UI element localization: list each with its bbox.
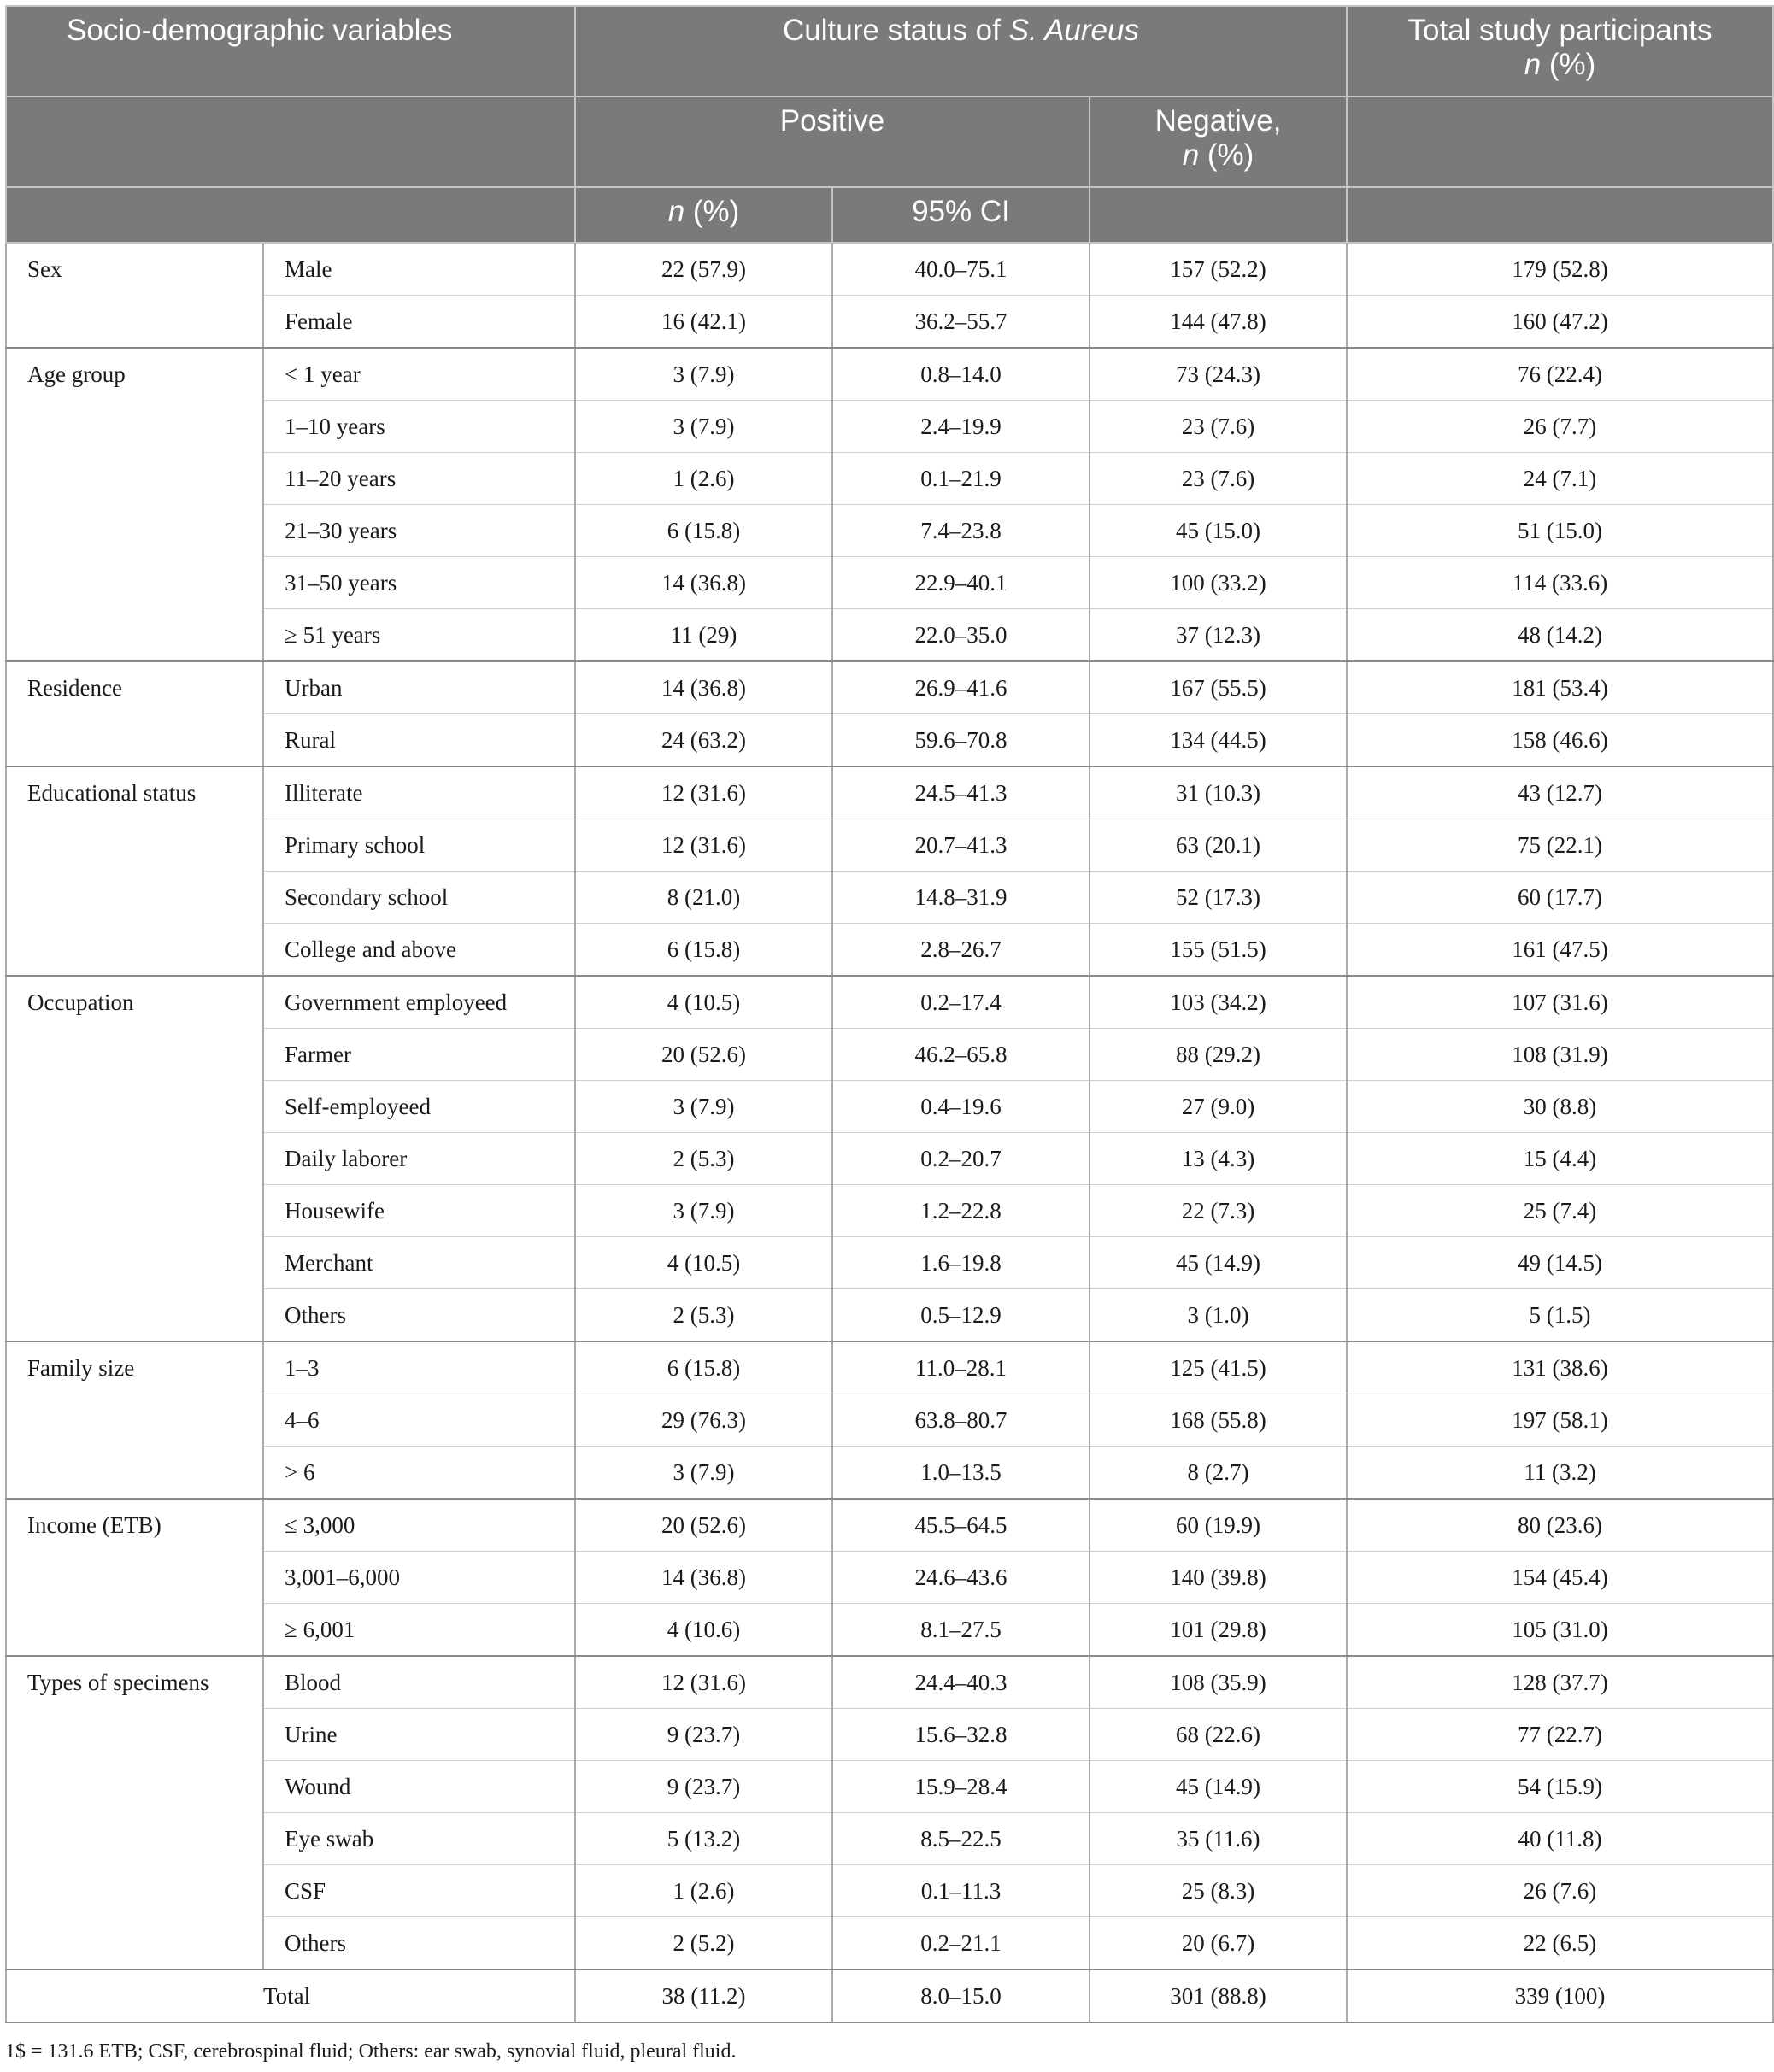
- negative-cell: 73 (24.3): [1090, 348, 1347, 401]
- table-row: [6, 976, 1773, 1029]
- negative-cell: 45 (15.0): [1090, 505, 1347, 557]
- positive-n-cell: 5 (13.2): [575, 1813, 832, 1865]
- header-positive-n-pct: (%): [684, 195, 740, 228]
- ci-cell: 0.2–21.1: [832, 1917, 1090, 1970]
- total-cell: 48 (14.2): [1347, 609, 1773, 662]
- header-culture-species: S. Aureus: [1008, 14, 1139, 47]
- table-row: [6, 1865, 1773, 1917]
- row-label: 31–50 years: [263, 557, 575, 609]
- positive-n-cell: 24 (63.2): [575, 714, 832, 767]
- negative-cell: 103 (34.2): [1090, 976, 1347, 1029]
- row-label: Others: [263, 1289, 575, 1342]
- row-label: Eye swab: [263, 1813, 575, 1865]
- ci-cell: 0.8–14.0: [832, 348, 1090, 401]
- table-container: [5, 5, 1772, 2023]
- row-label: Male: [263, 243, 575, 296]
- table-header: [6, 6, 1773, 243]
- positive-n-cell: 14 (36.8): [575, 661, 832, 714]
- total-cell: 105 (31.0): [1347, 1604, 1773, 1657]
- negative-cell: 134 (44.5): [1090, 714, 1347, 767]
- positive-n-cell: 6 (15.8): [575, 1341, 832, 1394]
- group-label: Income (ETB): [6, 1499, 263, 1656]
- table-row: [6, 1081, 1773, 1133]
- header-total-line1: Total study participants: [1407, 14, 1712, 47]
- negative-cell: 168 (55.8): [1090, 1394, 1347, 1447]
- total-cell: 76 (22.4): [1347, 348, 1773, 401]
- total-ci-cell: 8.0–15.0: [832, 1969, 1090, 2022]
- ci-cell: 7.4–23.8: [832, 505, 1090, 557]
- positive-n-cell: 3 (7.9): [575, 401, 832, 453]
- positive-n-cell: 3 (7.9): [575, 1081, 832, 1133]
- total-cell: 22 (6.5): [1347, 1917, 1773, 1970]
- header-negative: [1090, 97, 1347, 187]
- positive-n-cell: 11 (29): [575, 609, 832, 662]
- total-blank-cell: [6, 1969, 263, 2022]
- total-cell: 15 (4.4): [1347, 1133, 1773, 1185]
- ci-cell: 46.2–65.8: [832, 1029, 1090, 1081]
- negative-cell: 23 (7.6): [1090, 453, 1347, 505]
- negative-cell: 100 (33.2): [1090, 557, 1347, 609]
- total-cell: 80 (23.6): [1347, 1499, 1773, 1552]
- row-label: Others: [263, 1917, 575, 1970]
- header-culture-status: [575, 6, 1347, 97]
- positive-n-cell: 14 (36.8): [575, 557, 832, 609]
- table-row: [6, 1709, 1773, 1761]
- negative-cell: 35 (11.6): [1090, 1813, 1347, 1865]
- row-label: Wound: [263, 1761, 575, 1813]
- table-row: [6, 1394, 1773, 1447]
- ci-cell: 22.9–40.1: [832, 557, 1090, 609]
- table-row: [6, 766, 1773, 819]
- total-cell: 158 (46.6): [1347, 714, 1773, 767]
- negative-cell: 45 (14.9): [1090, 1761, 1347, 1813]
- table-body: [6, 243, 1773, 2022]
- total-label: Total: [263, 1969, 575, 2022]
- ci-cell: 0.2–20.7: [832, 1133, 1090, 1185]
- positive-n-cell: 22 (57.9): [575, 243, 832, 296]
- positive-n-cell: 4 (10.6): [575, 1604, 832, 1657]
- negative-cell: 88 (29.2): [1090, 1029, 1347, 1081]
- header-total-n: n: [1524, 48, 1542, 81]
- total-cell: 114 (33.6): [1347, 557, 1773, 609]
- total-cell: 107 (31.6): [1347, 976, 1773, 1029]
- positive-n-cell: 6 (15.8): [575, 505, 832, 557]
- positive-n-cell: 12 (31.6): [575, 819, 832, 872]
- total-cell: 11 (3.2): [1347, 1447, 1773, 1500]
- table-row: [6, 1552, 1773, 1604]
- positive-n-cell: 29 (76.3): [575, 1394, 832, 1447]
- header-row-1: [6, 6, 1773, 97]
- ci-cell: 40.0–75.1: [832, 243, 1090, 296]
- negative-cell: 144 (47.8): [1090, 296, 1347, 349]
- total-cell: 5 (1.5): [1347, 1289, 1773, 1342]
- table-row: [6, 661, 1773, 714]
- positive-n-cell: 3 (7.9): [575, 1447, 832, 1500]
- total-cell: 179 (52.8): [1347, 243, 1773, 296]
- ci-cell: 59.6–70.8: [832, 714, 1090, 767]
- ci-cell: 24.6–43.6: [832, 1552, 1090, 1604]
- table-row: [6, 1341, 1773, 1394]
- negative-cell: 13 (4.3): [1090, 1133, 1347, 1185]
- row-label: Government employeed: [263, 976, 575, 1029]
- ci-cell: 1.0–13.5: [832, 1447, 1090, 1500]
- row-label: Urban: [263, 661, 575, 714]
- positive-n-cell: 4 (10.5): [575, 1237, 832, 1289]
- positive-n-cell: 1 (2.6): [575, 1865, 832, 1917]
- positive-n-cell: 8 (21.0): [575, 872, 832, 924]
- negative-cell: 101 (29.8): [1090, 1604, 1347, 1657]
- positive-n-cell: 2 (5.3): [575, 1289, 832, 1342]
- header-negative-pct: (%): [1199, 138, 1254, 172]
- row-label: < 1 year: [263, 348, 575, 401]
- table-row: [6, 1447, 1773, 1500]
- row-label: Female: [263, 296, 575, 349]
- header-ci: 95% CI: [832, 187, 1090, 243]
- header-total-pct: (%): [1541, 48, 1596, 81]
- row-label: Illiterate: [263, 766, 575, 819]
- total-cell: 26 (7.6): [1347, 1865, 1773, 1917]
- row-label: Blood: [263, 1656, 575, 1709]
- positive-n-cell: 2 (5.3): [575, 1133, 832, 1185]
- ci-cell: 26.9–41.6: [832, 661, 1090, 714]
- ci-cell: 8.1–27.5: [832, 1604, 1090, 1657]
- total-negative-cell: 301 (88.8): [1090, 1969, 1347, 2022]
- positive-n-cell: 14 (36.8): [575, 1552, 832, 1604]
- row-label: ≤ 3,000: [263, 1499, 575, 1552]
- total-cell: 60 (17.7): [1347, 872, 1773, 924]
- positive-n-cell: 20 (52.6): [575, 1499, 832, 1552]
- table-row: [6, 1656, 1773, 1709]
- total-cell: 161 (47.5): [1347, 924, 1773, 977]
- ci-cell: 8.5–22.5: [832, 1813, 1090, 1865]
- negative-cell: 27 (9.0): [1090, 1081, 1347, 1133]
- total-cell: 43 (12.7): [1347, 766, 1773, 819]
- positive-n-cell: 3 (7.9): [575, 348, 832, 401]
- ci-cell: 15.6–32.8: [832, 1709, 1090, 1761]
- row-label: ≥ 6,001: [263, 1604, 575, 1657]
- negative-cell: 63 (20.1): [1090, 819, 1347, 872]
- total-cell: 51 (15.0): [1347, 505, 1773, 557]
- row-label: CSF: [263, 1865, 575, 1917]
- ci-cell: 24.4–40.3: [832, 1656, 1090, 1709]
- total-cell: 181 (53.4): [1347, 661, 1773, 714]
- total-cell: 75 (22.1): [1347, 819, 1773, 872]
- header-blank-neg-3: [1090, 187, 1347, 243]
- positive-n-cell: 16 (42.1): [575, 296, 832, 349]
- table-row: [6, 1237, 1773, 1289]
- positive-n-cell: 1 (2.6): [575, 453, 832, 505]
- table-row: [6, 296, 1773, 349]
- row-label: 1–10 years: [263, 401, 575, 453]
- row-label: Daily laborer: [263, 1133, 575, 1185]
- negative-cell: 45 (14.9): [1090, 1237, 1347, 1289]
- negative-cell: 20 (6.7): [1090, 1917, 1347, 1970]
- negative-cell: 37 (12.3): [1090, 609, 1347, 662]
- negative-cell: 108 (35.9): [1090, 1656, 1347, 1709]
- total-cell: 40 (11.8): [1347, 1813, 1773, 1865]
- negative-cell: 60 (19.9): [1090, 1499, 1347, 1552]
- header-positive-n-italic: n: [667, 195, 685, 228]
- row-label: ≥ 51 years: [263, 609, 575, 662]
- total-cell: 197 (58.1): [1347, 1394, 1773, 1447]
- ci-cell: 1.2–22.8: [832, 1185, 1090, 1237]
- ci-cell: 2.8–26.7: [832, 924, 1090, 977]
- total-positive-cell: 38 (11.2): [575, 1969, 832, 2022]
- positive-n-cell: 2 (5.2): [575, 1917, 832, 1970]
- header-negative-n: n: [1182, 138, 1200, 172]
- header-negative-line1: Negative,: [1154, 104, 1282, 138]
- negative-cell: 125 (41.5): [1090, 1341, 1347, 1394]
- table-row: [6, 1289, 1773, 1342]
- ci-cell: 36.2–55.7: [832, 296, 1090, 349]
- negative-cell: 25 (8.3): [1090, 1865, 1347, 1917]
- positive-n-cell: 6 (15.8): [575, 924, 832, 977]
- group-label: Family size: [6, 1341, 263, 1499]
- table-row: [6, 714, 1773, 767]
- total-cell: 30 (8.8): [1347, 1081, 1773, 1133]
- total-cell: 49 (14.5): [1347, 1237, 1773, 1289]
- ci-cell: 0.1–11.3: [832, 1865, 1090, 1917]
- header-blank-3: [6, 187, 575, 243]
- row-label: Self-employeed: [263, 1081, 575, 1133]
- positive-n-cell: 4 (10.5): [575, 976, 832, 1029]
- negative-cell: 68 (22.6): [1090, 1709, 1347, 1761]
- row-label: Urine: [263, 1709, 575, 1761]
- row-label: Primary school: [263, 819, 575, 872]
- row-label: Merchant: [263, 1237, 575, 1289]
- row-label: Rural: [263, 714, 575, 767]
- row-label: 1–3: [263, 1341, 575, 1394]
- negative-cell: 52 (17.3): [1090, 872, 1347, 924]
- negative-cell: 23 (7.6): [1090, 401, 1347, 453]
- row-label: > 6: [263, 1447, 575, 1500]
- table-row: [6, 924, 1773, 977]
- table-row: [6, 609, 1773, 662]
- negative-cell: 8 (2.7): [1090, 1447, 1347, 1500]
- table-row: [6, 505, 1773, 557]
- row-label: 21–30 years: [263, 505, 575, 557]
- positive-n-cell: 3 (7.9): [575, 1185, 832, 1237]
- positive-n-cell: 20 (52.6): [575, 1029, 832, 1081]
- negative-cell: 167 (55.5): [1090, 661, 1347, 714]
- row-label: Housewife: [263, 1185, 575, 1237]
- group-label: Educational status: [6, 766, 263, 976]
- ci-cell: 22.0–35.0: [832, 609, 1090, 662]
- row-label: 4–6: [263, 1394, 575, 1447]
- data-table: [5, 5, 1774, 2023]
- table-row: [6, 401, 1773, 453]
- ci-cell: 63.8–80.7: [832, 1394, 1090, 1447]
- total-cell: 160 (47.2): [1347, 296, 1773, 349]
- row-label: 3,001–6,000: [263, 1552, 575, 1604]
- ci-cell: 45.5–64.5: [832, 1499, 1090, 1552]
- table-row: [6, 348, 1773, 401]
- header-positive-n: [575, 187, 832, 243]
- header-positive: Positive: [575, 97, 1090, 187]
- total-row: [6, 1969, 1773, 2022]
- table-row: [6, 1133, 1773, 1185]
- positive-n-cell: 12 (31.6): [575, 1656, 832, 1709]
- table-row: [6, 1499, 1773, 1552]
- group-label: Occupation: [6, 976, 263, 1341]
- negative-cell: 140 (39.8): [1090, 1552, 1347, 1604]
- total-cell: 77 (22.7): [1347, 1709, 1773, 1761]
- ci-cell: 2.4–19.9: [832, 401, 1090, 453]
- ci-cell: 0.1–21.9: [832, 453, 1090, 505]
- header-row-3: [6, 187, 1773, 243]
- total-cell: 54 (15.9): [1347, 1761, 1773, 1813]
- group-label: Residence: [6, 661, 263, 766]
- negative-cell: 157 (52.2): [1090, 243, 1347, 296]
- header-variables: Socio-demographic variables: [6, 6, 575, 97]
- ci-cell: 0.2–17.4: [832, 976, 1090, 1029]
- positive-n-cell: 9 (23.7): [575, 1709, 832, 1761]
- row-label: 11–20 years: [263, 453, 575, 505]
- total-cell: 108 (31.9): [1347, 1029, 1773, 1081]
- negative-cell: 155 (51.5): [1090, 924, 1347, 977]
- header-blank-total-2: [1347, 97, 1773, 187]
- ci-cell: 0.4–19.6: [832, 1081, 1090, 1133]
- table-row: [6, 872, 1773, 924]
- header-culture-prefix: Culture status of: [783, 14, 1009, 47]
- table-row: [6, 243, 1773, 296]
- header-row-2: [6, 97, 1773, 187]
- total-cell: 154 (45.4): [1347, 1552, 1773, 1604]
- table-row: [6, 1761, 1773, 1813]
- positive-n-cell: 12 (31.6): [575, 766, 832, 819]
- ci-cell: 15.9–28.4: [832, 1761, 1090, 1813]
- ci-cell: 24.5–41.3: [832, 766, 1090, 819]
- positive-n-cell: 9 (23.7): [575, 1761, 832, 1813]
- row-label: Secondary school: [263, 872, 575, 924]
- table-row: [6, 1185, 1773, 1237]
- table-row: [6, 1917, 1773, 1970]
- row-label: Farmer: [263, 1029, 575, 1081]
- ci-cell: 14.8–31.9: [832, 872, 1090, 924]
- header-blank-total-3: [1347, 187, 1773, 243]
- ci-cell: 20.7–41.3: [832, 819, 1090, 872]
- table-footnote: 1$ = 131.6 ETB; CSF, cerebrospinal fluid; Others: ear swab, synovial fluid, pleural fluid.: [5, 2040, 737, 2063]
- table-row: [6, 819, 1773, 872]
- group-label: Sex: [6, 243, 263, 348]
- total-cell: 24 (7.1): [1347, 453, 1773, 505]
- table-row: [6, 1029, 1773, 1081]
- header-total-participants: [1347, 6, 1773, 97]
- total-cell: 25 (7.4): [1347, 1185, 1773, 1237]
- table-row: [6, 1604, 1773, 1657]
- total-cell: 131 (38.6): [1347, 1341, 1773, 1394]
- negative-cell: 22 (7.3): [1090, 1185, 1347, 1237]
- total-cell: 26 (7.7): [1347, 401, 1773, 453]
- table-row: [6, 557, 1773, 609]
- header-blank-2: [6, 97, 575, 187]
- total-total-cell: 339 (100): [1347, 1969, 1773, 2022]
- negative-cell: 31 (10.3): [1090, 766, 1347, 819]
- group-label: Types of specimens: [6, 1656, 263, 1969]
- group-label: Age group: [6, 348, 263, 661]
- negative-cell: 3 (1.0): [1090, 1289, 1347, 1342]
- ci-cell: 11.0–28.1: [832, 1341, 1090, 1394]
- table-row: [6, 1813, 1773, 1865]
- ci-cell: 1.6–19.8: [832, 1237, 1090, 1289]
- ci-cell: 0.5–12.9: [832, 1289, 1090, 1342]
- total-cell: 128 (37.7): [1347, 1656, 1773, 1709]
- row-label: College and above: [263, 924, 575, 977]
- table-row: [6, 453, 1773, 505]
